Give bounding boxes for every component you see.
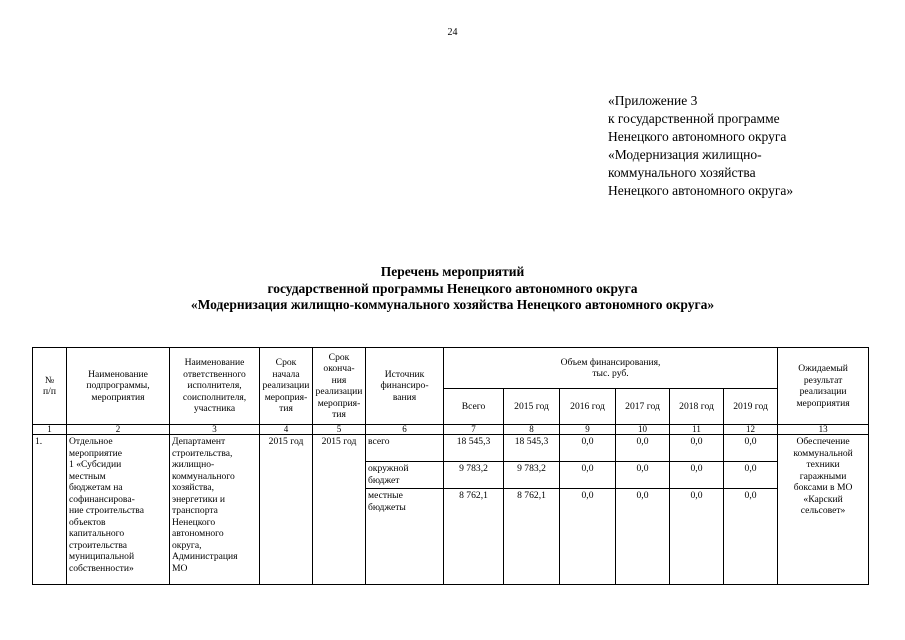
header-year: 2016 год (560, 389, 616, 425)
appendix-line: коммунального хозяйства (608, 165, 756, 180)
source-name: местные бюджеты (366, 489, 444, 585)
source-name: всего (366, 435, 444, 462)
value-cell: 9 783,2 (504, 462, 560, 489)
column-number: 2 (67, 425, 170, 435)
appendix-line: Ненецкого автономного округа» (608, 183, 794, 198)
column-number: 11 (670, 425, 724, 435)
value-cell: 18 545,3 (444, 435, 504, 462)
value-cell: 0,0 (560, 489, 616, 585)
value-cell: 0,0 (560, 462, 616, 489)
value-cell: 0,0 (670, 489, 724, 585)
header-start: Срок начала реализации мероприя- тия (260, 348, 313, 425)
row-result: Обеспечение коммунальной техники гаражными боксами в МО «Карский сельсовет» (778, 435, 869, 585)
column-number: 5 (313, 425, 366, 435)
value-cell: 0,0 (616, 462, 670, 489)
page-number: 24 (447, 27, 458, 38)
value-cell: 8 762,1 (504, 489, 560, 585)
value-cell: 0,0 (670, 435, 724, 462)
row-name: Отдельное мероприятие 1 «Субсидии местным бюджетам на софинансирова- ние строительства объектов капитального строительства муниципальной собственности» (67, 435, 170, 585)
title-line: Перечень мероприятий (380, 264, 525, 279)
column-number: 4 (260, 425, 313, 435)
column-number: 3 (170, 425, 260, 435)
table-row (33, 435, 869, 462)
column-number: 9 (560, 425, 616, 435)
row-start: 2015 год (260, 435, 313, 585)
value-cell: 0,0 (616, 489, 670, 585)
value-cell: 9 783,2 (444, 462, 504, 489)
value-cell: 0,0 (724, 462, 778, 489)
header-funding: Объем финансирования, тыс. руб. (444, 348, 778, 389)
title-line: «Модернизация жилищно-коммунального хозяйства Ненецкого автономного округа» (190, 297, 715, 312)
header-year: 2019 год (724, 389, 778, 425)
row-end: 2015 год (313, 435, 366, 585)
value-cell: 0,0 (616, 435, 670, 462)
title-line: государственной программы Ненецкого автономного округа (267, 280, 638, 296)
column-number: 13 (778, 425, 869, 435)
header-year: 2017 год (616, 389, 670, 425)
header-result: Ожидаемый результат реализации мероприятия (778, 348, 869, 425)
header-executor: Наименование ответственного исполнителя, соисполнителя, участника (170, 348, 260, 425)
value-cell: 0,0 (670, 462, 724, 489)
column-number: 10 (616, 425, 670, 435)
header-num: № п/п (33, 348, 67, 425)
appendix-line: «Приложение 3 (608, 93, 698, 108)
header-year: 2015 год (504, 389, 560, 425)
measures-table (32, 347, 869, 585)
source-name: окружной бюджет (366, 462, 444, 489)
row-num: 1. (33, 435, 67, 585)
header-year: 2018 год (670, 389, 724, 425)
header-source: Источник финансиро- вания (366, 348, 444, 425)
column-number: 1 (33, 425, 67, 435)
appendix-line: к государственной программе (608, 111, 780, 126)
value-cell: 0,0 (560, 435, 616, 462)
appendix-line: Ненецкого автономного округа (608, 129, 787, 144)
appendix-note (608, 92, 793, 200)
document-title (0, 264, 905, 314)
column-number: 6 (366, 425, 444, 435)
row-executor: Департамент строительства, жилищно- коммунального хозяйства, энергетики и транспорта Ненецкого автономного округа, Администрация МО (170, 435, 260, 585)
header-end: Срок оконча- ния реализации мероприя- тия (313, 348, 366, 425)
column-number: 7 (444, 425, 504, 435)
header-total: Всего (444, 389, 504, 425)
value-cell: 0,0 (724, 435, 778, 462)
column-number: 12 (724, 425, 778, 435)
appendix-line: «Модернизация жилищно- (608, 147, 762, 162)
header-name: Наименование подпрограммы, мероприятия (67, 348, 170, 425)
value-cell: 0,0 (724, 489, 778, 585)
column-number: 8 (504, 425, 560, 435)
value-cell: 8 762,1 (444, 489, 504, 585)
value-cell: 18 545,3 (504, 435, 560, 462)
